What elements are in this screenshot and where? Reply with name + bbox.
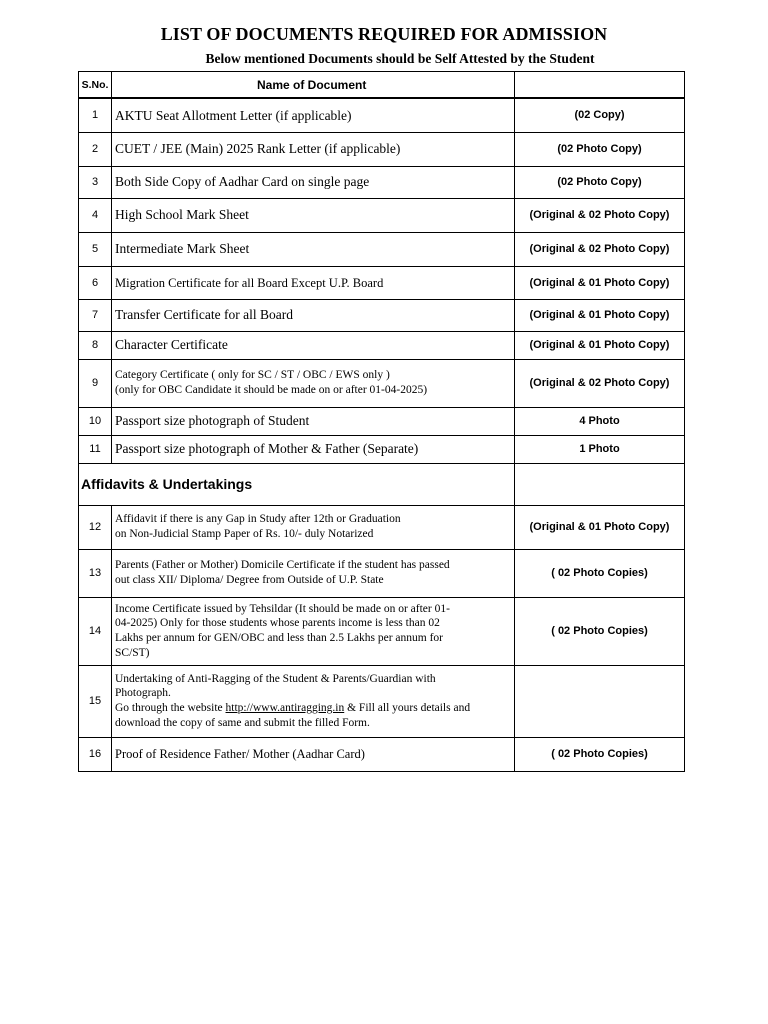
table-row [79, 266, 685, 299]
document-name: Undertaking of Anti-Ragging of the Student & Parents/Guardian with Photograph. Go through the website http://www.antiragging.in & Fill all yours details and download the copy of same and submit the filled Form. [112, 665, 515, 737]
row-number: 14 [79, 597, 112, 665]
copies-required: (02 Photo Copy) [515, 166, 685, 198]
table-row [79, 549, 685, 597]
page-subtitle: Below mentioned Documents should be Self Attested by the Student [205, 51, 595, 66]
row-number: 4 [79, 198, 112, 232]
row-number: 15 [79, 665, 112, 737]
copies-required: (Original & 02 Photo Copy) [515, 232, 685, 266]
row-number: 16 [79, 737, 112, 771]
antiragging-link[interactable]: http://www.antiragging.in [225, 702, 345, 714]
row-number: 1 [79, 98, 112, 132]
table-row [79, 597, 685, 665]
table-row [79, 232, 685, 266]
row-number: 13 [79, 549, 112, 597]
document-name: Income Certificate issued by Tehsildar (It should be made on or after 01- 04-2025) Only for those students whose parents income is less than 02 Lakhs per annum for GEN/OBC and less than 2.5 Lakhs per annum for SC/ST) [112, 597, 515, 665]
document-name: Affidavit if there is any Gap in Study after 12th or Graduation on Non-Judicial Stamp Paper of Rs. 10/- duly Notarized [112, 505, 515, 549]
table-row [79, 198, 685, 232]
row-number: 3 [79, 166, 112, 198]
row-number: 10 [79, 407, 112, 435]
row-number: 8 [79, 331, 112, 359]
copies-required: (Original & 01 Photo Copy) [515, 331, 685, 359]
row-number: 12 [79, 505, 112, 549]
copies-required: (02 Copy) [515, 98, 685, 132]
copies-required: (Original & 02 Photo Copy) [515, 198, 685, 232]
document-name: Passport size photograph of Mother & Father (Separate) [112, 435, 515, 463]
row-number: 7 [79, 299, 112, 331]
link-prefix-text: Go through the website [115, 702, 226, 714]
document-name: Both Side Copy of Aadhar Card on single page [112, 166, 515, 198]
document-name: Character Certificate [112, 331, 515, 359]
section-empty-cell [515, 463, 685, 505]
row-number: 6 [79, 266, 112, 299]
copies-required: ( 02 Photo Copies) [515, 737, 685, 771]
table-row [79, 299, 685, 331]
copies-required: (Original & 01 Photo Copy) [515, 299, 685, 331]
header-copies [515, 72, 685, 99]
document-name: Migration Certificate for all Board Except U.P. Board [112, 266, 515, 299]
copies-required [515, 665, 685, 737]
copies-required: (Original & 02 Photo Copy) [515, 359, 685, 407]
copies-required: (Original & 01 Photo Copy) [515, 505, 685, 549]
document-name: Transfer Certificate for all Board [112, 299, 515, 331]
table-row [79, 98, 685, 132]
section-heading: Affidavits & Undertakings [79, 463, 515, 505]
table-row [79, 132, 685, 166]
header-sno: S.No. [79, 72, 112, 99]
link-suffix-text: & Fill all yours details and [344, 702, 471, 714]
document-name: High School Mark Sheet [112, 198, 515, 232]
table-row [79, 665, 685, 737]
copies-required: 4 Photo [515, 407, 685, 435]
document-name: Passport size photograph of Student [112, 407, 515, 435]
table-header-row [79, 72, 685, 99]
document-name: Category Certificate ( only for SC / ST / OBC / EWS only ) (only for OBC Candidate it should be made on or after 01-04-2025) [112, 359, 515, 407]
copies-required: (Original & 01 Photo Copy) [515, 266, 685, 299]
header-name: Name of Document [112, 72, 515, 99]
page-title: LIST OF DOCUMENTS REQUIRED FOR ADMISSION [160, 24, 608, 44]
document-name: Proof of Residence Father/ Mother (Aadhar Card) [112, 737, 515, 771]
copies-required: (02 Photo Copy) [515, 132, 685, 166]
table-row [79, 166, 685, 198]
row-number: 9 [79, 359, 112, 407]
table-row [79, 331, 685, 359]
copies-required: ( 02 Photo Copies) [515, 597, 685, 665]
copies-required: ( 02 Photo Copies) [515, 549, 685, 597]
document-name: Intermediate Mark Sheet [112, 232, 515, 266]
row-number: 2 [79, 132, 112, 166]
table-row [79, 407, 685, 435]
table-row [79, 737, 685, 771]
document-name: CUET / JEE (Main) 2025 Rank Letter (if applicable) [112, 132, 515, 166]
table-row [79, 359, 685, 407]
table-row [79, 505, 685, 549]
section-row [79, 463, 685, 505]
table-row [79, 435, 685, 463]
documents-table [78, 71, 685, 772]
row-number: 11 [79, 435, 112, 463]
copies-required: 1 Photo [515, 435, 685, 463]
row-number: 5 [79, 232, 112, 266]
document-name: Parents (Father or Mother) Domicile Certificate if the student has passed out class XII/ Diploma/ Degree from Outside of U.P. State [112, 549, 515, 597]
document-name: AKTU Seat Allotment Letter (if applicable) [112, 98, 515, 132]
